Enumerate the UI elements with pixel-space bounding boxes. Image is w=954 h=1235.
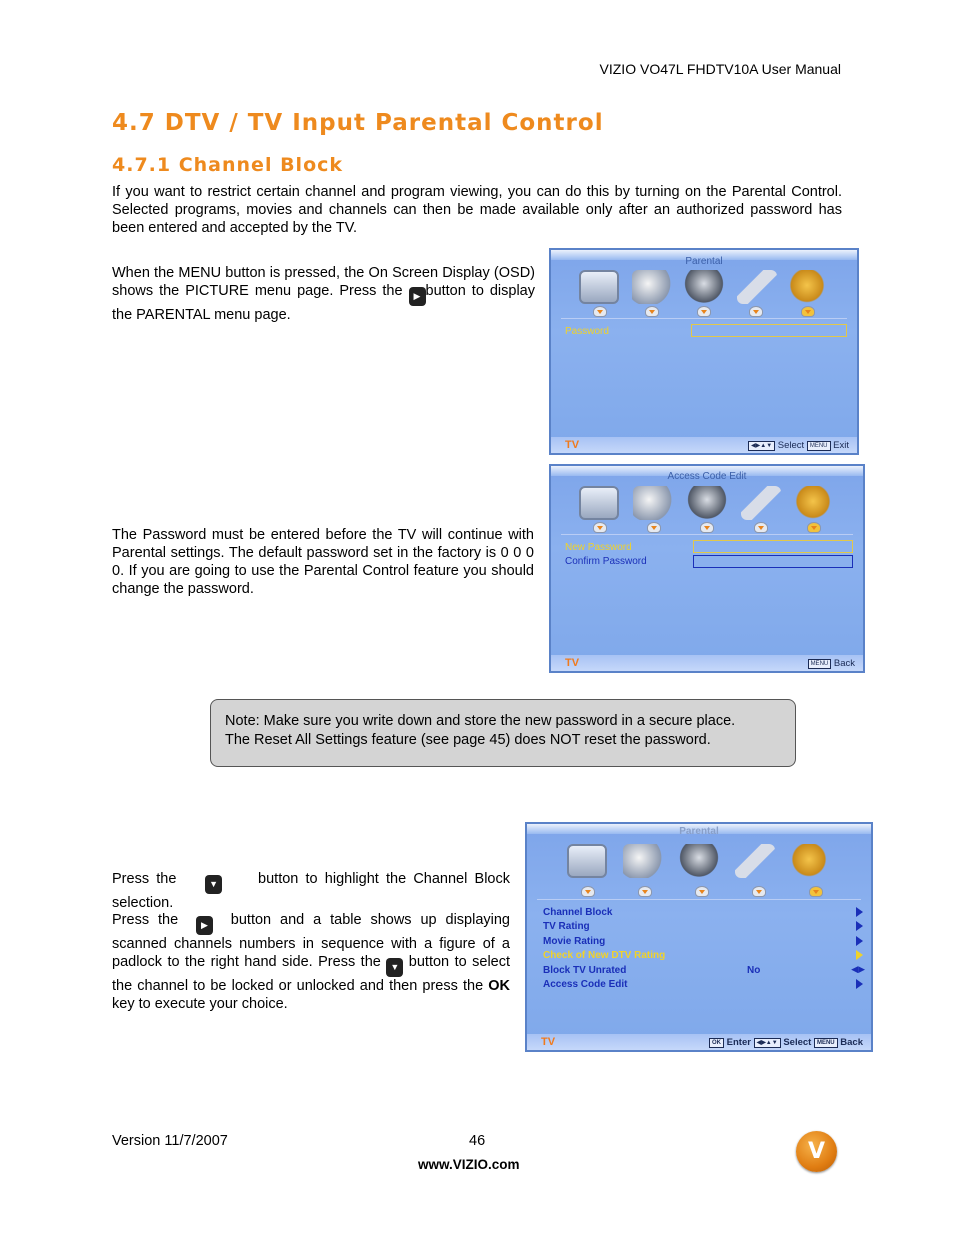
new-password-label: New Password — [565, 542, 632, 553]
osd-arrow-row — [593, 306, 815, 317]
osd-title: Parental — [679, 826, 719, 837]
wrench-icon — [735, 844, 775, 878]
osd-title: Parental — [685, 256, 723, 267]
osd-arrow-row — [593, 522, 821, 533]
ok-key-text: OK — [488, 978, 510, 994]
password-label: Password — [565, 326, 609, 337]
version-text: Version 11/7/2007 — [112, 1133, 228, 1149]
right-arrow-icon — [856, 907, 863, 917]
down-arrow-icon — [754, 522, 768, 533]
osd-title: Access Code Edit — [667, 471, 747, 482]
microphone-icon — [623, 844, 663, 878]
down-arrow-icon — [638, 886, 652, 897]
menu-item-tv-rating[interactable]: TV Rating — [543, 921, 590, 932]
osd-icon-row — [567, 844, 831, 878]
satellite-icon — [679, 844, 719, 878]
select-label: Select — [783, 1037, 812, 1048]
press1-text-b: button to highlight the Channel Block selection. — [112, 871, 510, 911]
note-line-2: The Reset All Settings feature (see page 45) does NOT reset the password. — [225, 732, 711, 748]
right-arrow-icon — [856, 979, 863, 989]
down-arrow-icon — [749, 306, 763, 317]
press-right-paragraph — [112, 911, 510, 1013]
tv-icon — [579, 486, 619, 520]
osd-footer-hint — [748, 440, 849, 451]
ok-key-icon: OK — [709, 1038, 724, 1048]
confirm-password-field[interactable] — [693, 555, 853, 568]
left-right-arrow-icon: ◀▶ — [851, 964, 865, 974]
manual-title: VIZIO VO47L FHDTV10A User Manual — [599, 61, 841, 77]
key-icon — [791, 844, 831, 878]
subsection-title: 4.7.1 Channel Block — [112, 154, 344, 176]
password-paragraph: The Password must be entered before the TV will continue with Parental settings. The default password set in the factory is 0 0 0 0. If you are going to use the Parental Control feature you should change the password. — [112, 527, 534, 597]
exit-label: Exit — [833, 440, 849, 451]
block-tv-unrated-value: No — [747, 965, 761, 976]
menu-item-access-code-edit[interactable]: Access Code Edit — [543, 979, 628, 990]
divider — [561, 534, 853, 535]
osd-icon-row — [579, 486, 835, 520]
back-label: Back — [840, 1037, 863, 1048]
note-box — [210, 699, 796, 767]
key-icon — [789, 270, 829, 304]
down-arrow-icon — [807, 522, 821, 533]
right-arrow-button-icon: ▶ — [409, 287, 426, 306]
wrench-icon — [741, 486, 781, 520]
select-keys-icon: ◀▶▲▼ — [754, 1038, 781, 1048]
down-arrow-button-icon: ▼ — [386, 958, 403, 977]
osd-footer-hint — [709, 1037, 863, 1048]
osd-arrow-row — [581, 886, 823, 897]
select-label: Select — [777, 440, 805, 451]
down-arrow-icon — [581, 886, 595, 897]
microphone-icon — [633, 486, 673, 520]
osd-icon-row — [579, 270, 829, 304]
select-keys-icon: ◀▶▲▼ — [748, 441, 775, 451]
section-title: 4.7 DTV / TV Input Parental Control — [112, 110, 604, 136]
menu-key-icon: MENU — [814, 1038, 838, 1048]
down-arrow-icon — [752, 886, 766, 897]
note-line-1: Note: Make sure you write down and store the new password in a secure place. — [225, 713, 736, 729]
new-password-field[interactable] — [693, 540, 853, 553]
right-arrow-icon — [856, 936, 863, 946]
down-arrow-icon — [809, 886, 823, 897]
menu-key-icon: MENU — [807, 441, 831, 451]
menu-item-channel-block[interactable]: Channel Block — [543, 907, 613, 918]
press1-text-a: Press the — [112, 871, 177, 887]
tv-label: TV — [541, 1036, 556, 1048]
tv-icon — [579, 270, 619, 304]
divider — [537, 899, 861, 900]
tv-icon — [567, 844, 607, 878]
microphone-icon — [632, 270, 672, 304]
osd-parental-menu — [525, 822, 873, 1052]
down-arrow-icon — [695, 886, 709, 897]
key-icon — [795, 486, 835, 520]
osd-access-code-edit — [549, 464, 865, 673]
wrench-icon — [737, 270, 777, 304]
satellite-icon — [687, 486, 727, 520]
menu-item-block-tv-unrated[interactable]: Block TV Unrated — [543, 965, 627, 976]
tv-label: TV — [565, 657, 580, 669]
page-number: 46 — [469, 1133, 486, 1149]
intro-paragraph: If you want to restrict certain channel and program viewing, you can do this by turning on the Parental Control. Selected programs, movies and channels can then be made available only after an authorized password has been entered and accepted by the TV. — [112, 184, 842, 236]
logo-letter: V — [807, 1139, 826, 1164]
press-down-paragraph — [112, 870, 510, 912]
menu-text-a: When the MENU button is pressed, the On Screen Display (OSD) shows the PICTURE menu page. Press the — [112, 265, 535, 299]
back-label: Back — [833, 658, 855, 669]
website-url: www.VIZIO.com — [418, 1157, 520, 1172]
down-arrow-icon — [593, 522, 607, 533]
menu-item-movie-rating[interactable]: Movie Rating — [543, 936, 606, 947]
right-arrow-icon — [856, 921, 863, 931]
satellite-icon — [684, 270, 724, 304]
right-arrow-icon — [856, 950, 863, 960]
press2-text-d: key to execute your choice. — [112, 996, 288, 1012]
right-arrow-button-icon: ▶ — [196, 916, 213, 935]
osd-parental-password — [549, 248, 859, 455]
down-arrow-icon — [700, 522, 714, 533]
tv-label: TV — [565, 439, 580, 451]
down-arrow-button-icon: ▼ — [205, 875, 222, 894]
press2-text-b: button and a table shows up displaying scanned channels numbers in sequence with a figure of a padlock to the right hand side. Press the — [112, 912, 510, 970]
divider — [561, 318, 847, 319]
down-arrow-icon — [697, 306, 711, 317]
osd-footer-hint — [808, 658, 855, 669]
menu-text-b: button to display the PARENTAL menu page. — [112, 283, 535, 323]
down-arrow-icon — [645, 306, 659, 317]
down-arrow-icon — [801, 306, 815, 317]
down-arrow-icon — [593, 306, 607, 317]
menu-key-icon: MENU — [808, 659, 832, 669]
password-field[interactable] — [691, 324, 847, 337]
confirm-password-label: Confirm Password — [565, 556, 647, 567]
menu-item-check-new-dtv-rating[interactable]: Check of New DTV Rating — [543, 950, 666, 961]
menu-paragraph — [112, 264, 535, 324]
enter-label: Enter — [726, 1037, 751, 1048]
press2-text-c: button to select the channel to be locked or unlocked and then press the — [112, 954, 511, 994]
vizio-logo-icon — [796, 1131, 837, 1172]
down-arrow-icon — [647, 522, 661, 533]
press2-text-a: Press the — [112, 912, 179, 928]
